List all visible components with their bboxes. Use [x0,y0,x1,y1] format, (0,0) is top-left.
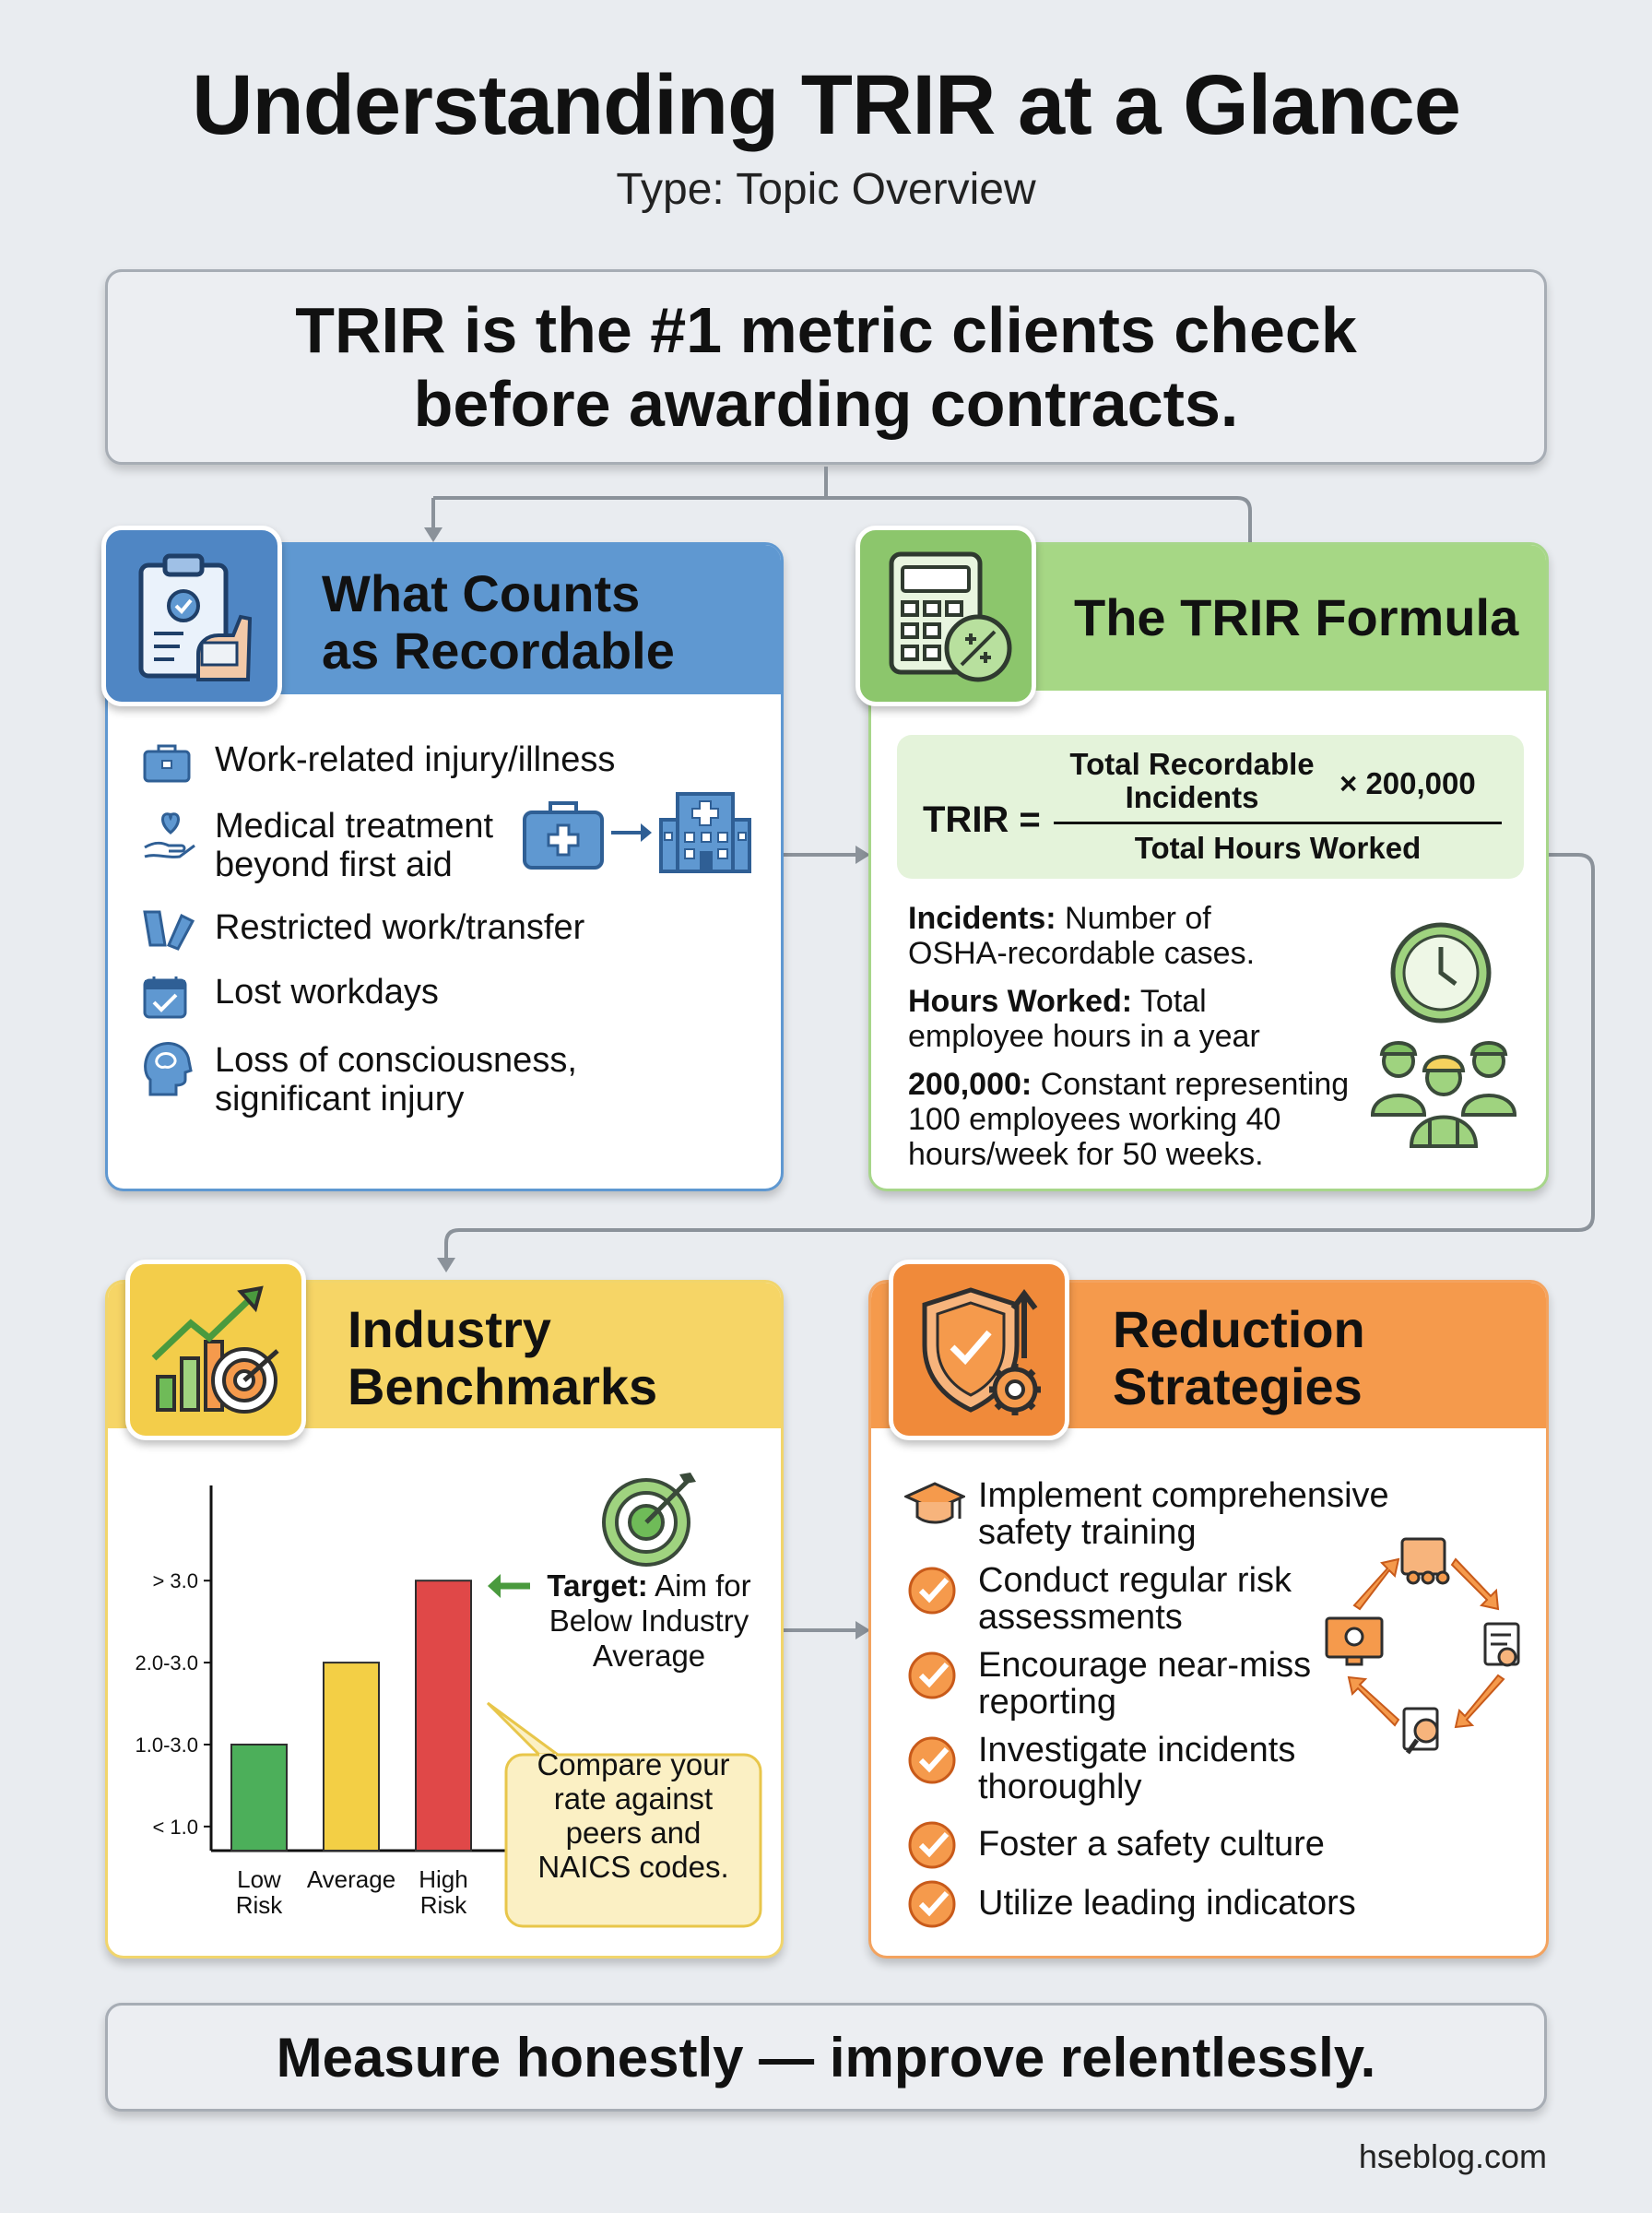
definition-constant [908,1067,1369,1172]
recordable-heading-line-2: as Recordable [322,621,675,680]
recordable-item [141,908,749,951]
workers-icon [1365,1030,1522,1150]
graduation-cap-icon [904,1476,965,1532]
callout-line: Compare your [537,1747,730,1781]
definition-incidents [908,901,1295,971]
recordable-item [141,740,749,783]
definition-text-line-2: employee hours in a year [908,1019,1260,1054]
hospital-icon [657,781,753,873]
benchmark-bar-chart [108,1485,513,1947]
x-tick-label: Low [237,1865,281,1893]
recordable-item-label-line-2: significant injury [215,1080,465,1118]
recordable-item-label: Lost workdays [215,973,439,1012]
recordable-heading-line-1: What Counts [322,564,641,622]
check-circle-icon [904,1646,960,1701]
arrow-right-icon [609,822,654,844]
definition-text: Number of [1056,901,1211,936]
recordable-item-label: Work-related injury/illness [215,740,616,779]
shield-gear-icon [906,1277,1054,1425]
check-circle-icon [904,1875,960,1930]
tagline-banner [105,2003,1547,2112]
strategy-label: Foster a safety culture [978,1825,1325,1864]
formula-lhs: TRIR = [923,799,1041,840]
strategy-label: Implement comprehensive [978,1476,1389,1515]
strategy-item [904,1816,1421,1871]
clipboard-injury-icon [119,543,266,691]
check-circle-icon [904,1816,960,1871]
tagline-text: Measure honestly — improve relentlessly. [276,2026,1376,2089]
definition-text-line-2: OSHA-recordable cases. [908,936,1256,971]
strategy-label-line-2: safety training [978,1513,1197,1552]
recordable-item-label: Loss of consciousness, [215,1041,577,1080]
definition-term: Incidents: [908,901,1056,936]
x-tick-label: High [419,1865,468,1893]
formula-heading: The TRIR Formula [1074,588,1519,646]
benchmarks-icon-box [125,1260,306,1440]
recordable-item [141,973,749,1019]
strategy-label-line-2: reporting [978,1683,1116,1722]
bar [416,1580,471,1851]
page-title: Understanding TRIR at a Glance [192,58,1460,152]
benchmarks-heading [348,1301,657,1415]
callout-text [506,1747,761,1884]
clock-icon [1387,919,1494,1026]
formula-numerator [1054,748,1330,814]
formula-icon-box [856,526,1036,706]
head-brain-icon [141,1039,193,1100]
definition-term: Hours Worked: [908,984,1133,1019]
banner-line-2: before awarding contracts. [413,368,1239,440]
recordable-item-label: Restricted work/transfer [215,908,585,947]
site-credit: hseblog.com [1358,2137,1547,2175]
growth-chart-target-icon [143,1277,290,1425]
page-subtitle: Type: Topic Overview [616,165,1036,214]
y-tick-label: > 3.0 [152,1569,198,1593]
benchmarks-heading-line-2: Benchmarks [348,1357,658,1415]
x-tick-label: Average [306,1865,396,1893]
calculator-icon [873,543,1021,691]
formula-denominator: Total Hours Worked [1134,831,1422,865]
definition-text: Total [1132,984,1207,1019]
strategy-item [904,1875,1421,1930]
strategy-label: Utilize leading indicators [978,1884,1356,1923]
definition-hours [908,984,1295,1054]
check-circle-icon [904,1731,960,1786]
bar [324,1663,379,1851]
y-tick-label: < 1.0 [152,1815,198,1839]
strategy-label: Encourage near-miss [978,1646,1312,1685]
first-aid-kit-icon [521,798,606,871]
recordable-icon-box [101,526,282,706]
y-tick-label: 1.0-3.0 [135,1733,198,1757]
recordable-item [141,805,528,888]
target-text-line-3: Average [592,1639,706,1673]
strategy-label-line-2: assessments [978,1598,1183,1637]
formula-numerator-line-2: Incidents [1125,780,1259,814]
recordable-heading [322,565,675,680]
improvement-cycle-icon [1317,1532,1529,1762]
callout-line: rate against [553,1781,714,1816]
strategy-label: Investigate incidents [978,1731,1296,1769]
x-tick-label: Risk [235,1891,283,1919]
strategy-label: Conduct regular risk [978,1561,1292,1600]
x-tick-label: Risk [419,1891,467,1919]
cast-icon [141,908,196,953]
strategies-icon-box [889,1260,1069,1440]
recordable-item [141,1039,749,1122]
fraction-bar [1054,822,1502,824]
target-text-line-2: Below Industry [549,1604,749,1638]
y-tick-label: 2.0-3.0 [135,1651,198,1675]
definition-text-line-3: hours/week for 50 weeks. [908,1137,1264,1172]
callout-line: peers and [565,1816,702,1850]
banner-line-1: TRIR is the #1 metric clients check [295,294,1357,366]
strategy-label-line-2: thoroughly [978,1768,1142,1806]
check-circle-icon [904,1561,960,1616]
target-term: Target: [547,1568,648,1603]
target-note [525,1568,773,1674]
heart-hand-icon [141,805,200,864]
benchmarks-heading-line-1: Industry [348,1300,551,1358]
strategies-heading-line-2: Strategies [1113,1357,1363,1415]
strategies-heading [1113,1301,1365,1415]
briefcase-icon [141,740,193,783]
definition-text-line-2: 100 employees working 40 [908,1102,1281,1137]
recordable-item-label-line-2: beyond first aid [215,846,453,884]
strategies-heading-line-1: Reduction [1113,1300,1365,1358]
definition-text: Constant representing [1032,1067,1350,1102]
calendar-check-icon [141,973,189,1021]
target-text: Aim for [647,1568,751,1603]
formula-box [897,735,1524,879]
formula-numerator-line-1: Total Recordable [1069,747,1315,781]
formula-multiplier: × 200,000 [1339,766,1476,800]
bar [231,1745,287,1851]
recordable-item-label: Medical treatment [215,807,494,846]
callout-line: NAICS codes. [537,1850,729,1884]
target-icon [600,1469,702,1570]
definition-term: 200,000: [908,1067,1032,1102]
